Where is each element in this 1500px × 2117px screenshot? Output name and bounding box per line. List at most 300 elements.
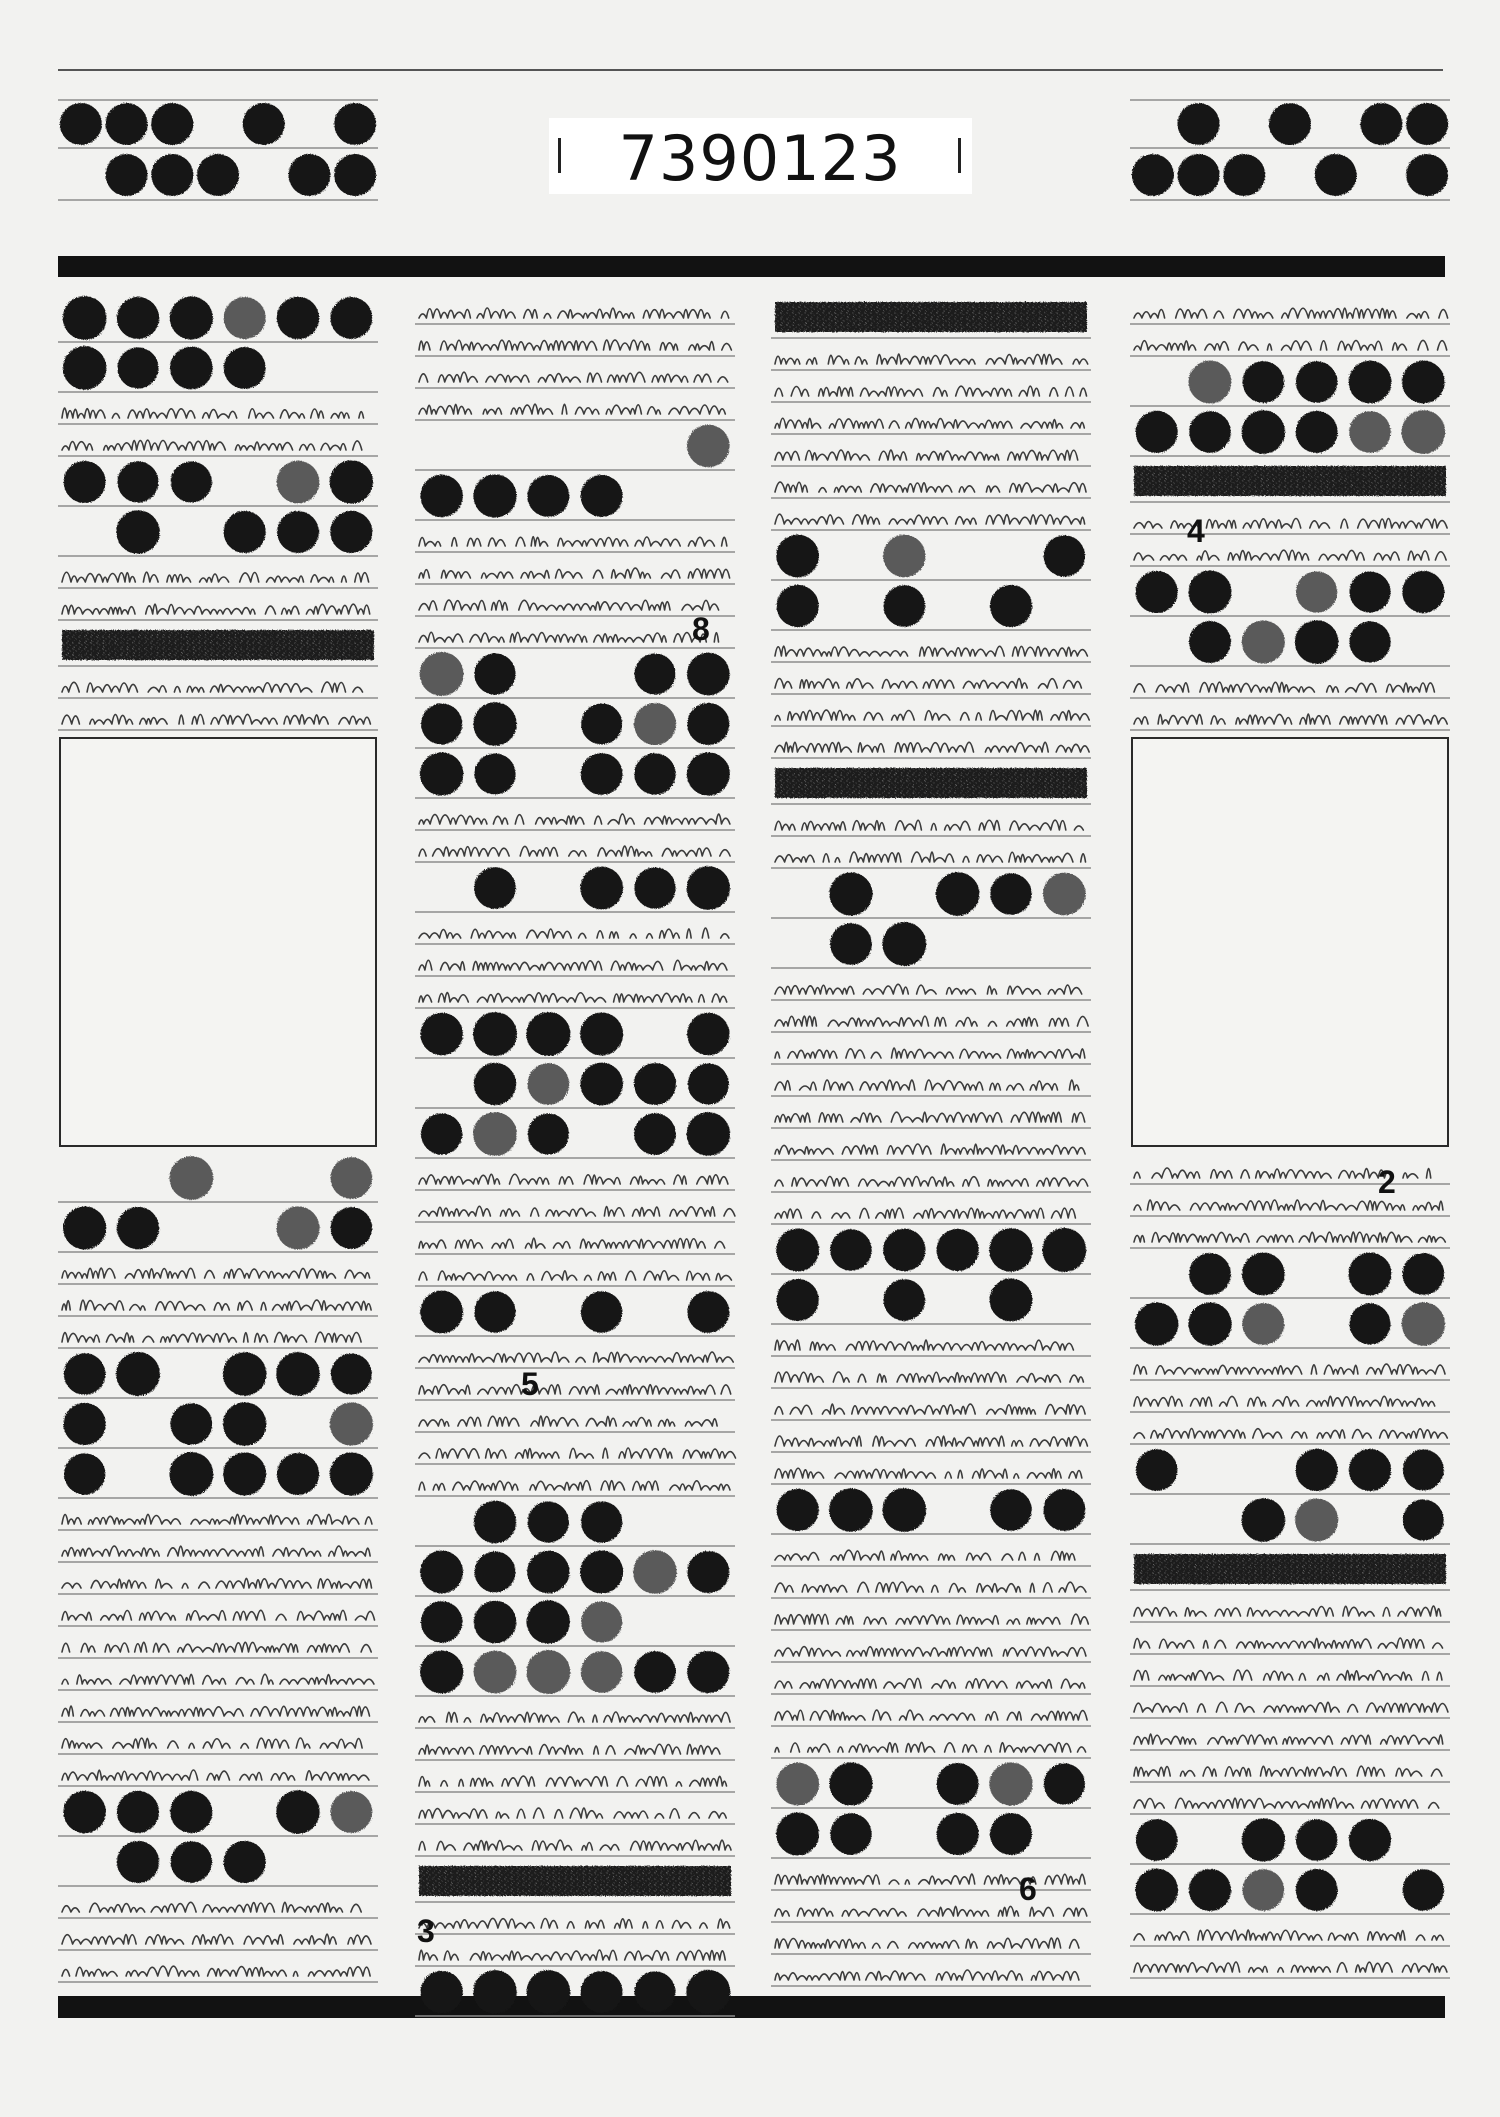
code-label-tick-left [558, 138, 561, 173]
dot [687, 1651, 729, 1693]
dot [330, 1402, 373, 1445]
dot [117, 1791, 159, 1833]
handwritten-line [775, 1678, 1085, 1688]
dot [330, 1452, 373, 1495]
dot [1349, 621, 1390, 662]
dot [1403, 1499, 1444, 1540]
dot [1242, 620, 1285, 663]
code-label-text: 7390123 [618, 122, 902, 195]
dot [63, 1206, 106, 1249]
dot [527, 1063, 569, 1105]
dot [474, 653, 515, 694]
dot [527, 475, 569, 517]
dot [1178, 154, 1220, 196]
handwritten-line [775, 1550, 1086, 1560]
dot [527, 1600, 570, 1643]
handwritten-line [775, 710, 1089, 720]
dot [1243, 1869, 1285, 1911]
dot [687, 1112, 731, 1156]
dot [634, 703, 676, 745]
dot [777, 585, 819, 627]
dot [64, 1353, 106, 1395]
dot [277, 297, 320, 340]
dot [420, 1971, 462, 2013]
handwritten-line [775, 1048, 1085, 1058]
dot [106, 154, 148, 196]
dot [634, 1063, 676, 1105]
smudge-bar [1134, 466, 1446, 496]
empty-frame [60, 738, 376, 1146]
dot [1135, 1302, 1178, 1345]
dot [420, 752, 463, 795]
smudge-bar [775, 302, 1087, 332]
handwritten-line [775, 742, 1089, 752]
dot [990, 585, 1032, 627]
dot [1242, 1303, 1284, 1345]
dot [1403, 1449, 1444, 1490]
dot [1402, 1253, 1444, 1295]
dot [474, 1501, 516, 1543]
dot [581, 1291, 622, 1332]
dot [474, 1291, 515, 1332]
dot [776, 1813, 819, 1856]
handwritten-line [775, 450, 1085, 460]
dot [151, 103, 193, 145]
handwritten-line [1134, 1396, 1442, 1406]
dot [421, 703, 462, 744]
dot [1402, 571, 1444, 613]
dot [1189, 411, 1231, 453]
dot [1242, 1498, 1286, 1542]
dot [473, 474, 516, 517]
dot [330, 511, 372, 553]
header-dot-block-left [58, 100, 378, 200]
dot [277, 1453, 319, 1495]
handwritten-line [419, 372, 728, 382]
dot [116, 1352, 160, 1396]
dot [474, 753, 515, 794]
dot [580, 1013, 623, 1056]
dot [170, 296, 213, 339]
dot [1296, 411, 1338, 453]
dot [1349, 1819, 1391, 1861]
handwritten-line [62, 1610, 375, 1620]
dot [1042, 1228, 1086, 1272]
handwritten-line [419, 1950, 725, 1960]
dot [170, 347, 213, 390]
handwritten-line [62, 1514, 372, 1524]
handwritten-line [419, 846, 730, 856]
handwritten-line [62, 682, 374, 692]
handwritten-line [419, 960, 727, 970]
handwritten-line [1134, 308, 1455, 318]
dot [526, 1012, 570, 1056]
dot [421, 1113, 462, 1154]
handwritten-line [1134, 1232, 1445, 1242]
dot [474, 1601, 517, 1644]
dot [151, 154, 193, 196]
dot [170, 1403, 212, 1445]
smudge-bar [419, 1866, 731, 1896]
dot [1188, 570, 1231, 613]
handwritten-line [419, 632, 728, 642]
handwritten-line [775, 386, 1087, 396]
handwritten-line [419, 1918, 737, 1928]
dot [1242, 410, 1285, 453]
bottom-thick-bar [58, 1996, 1445, 2018]
dot [117, 347, 158, 388]
column-1 [58, 296, 379, 1982]
dot [474, 867, 516, 909]
dot [334, 154, 376, 196]
dot [117, 1841, 159, 1883]
dot [526, 1970, 570, 2014]
handwritten-line [775, 1016, 1088, 1026]
dot [223, 1352, 267, 1396]
dot [580, 1550, 623, 1593]
dot [473, 702, 516, 745]
dot [830, 1229, 872, 1271]
handwritten-line [419, 404, 725, 414]
dot [634, 1971, 675, 2012]
handwritten-line [775, 1647, 1086, 1656]
dot [64, 461, 106, 503]
handwritten-line [62, 572, 369, 582]
margin-number-3: 3 [417, 1913, 435, 1949]
dot [1136, 1819, 1178, 1861]
dot [170, 1791, 212, 1833]
dot [473, 1970, 517, 2014]
dot [288, 154, 330, 196]
handwritten-line [775, 1372, 1083, 1382]
dot [1136, 411, 1178, 453]
handwritten-line [775, 1144, 1095, 1154]
dot [634, 753, 675, 794]
handwritten-line [62, 1546, 370, 1556]
dot [634, 1113, 676, 1155]
dot [581, 753, 623, 795]
dot [169, 1452, 213, 1496]
margin-number-8: 8 [692, 611, 710, 647]
handwritten-line [775, 1436, 1087, 1446]
handwritten-line [775, 679, 1081, 688]
handwritten-line [775, 820, 1083, 830]
dot [334, 103, 376, 145]
dot [777, 1489, 819, 1531]
dot [474, 1063, 516, 1105]
dot [776, 535, 819, 578]
dot [580, 1063, 623, 1106]
handwritten-line [1134, 1670, 1442, 1680]
dot [581, 1651, 622, 1692]
dot [777, 1279, 819, 1321]
dot [331, 1157, 373, 1199]
dot [1296, 1449, 1338, 1491]
handwritten-line [62, 1578, 371, 1588]
handwritten-line [775, 1938, 1090, 1948]
dot [688, 1063, 729, 1104]
dot [527, 1551, 569, 1593]
dot [634, 867, 675, 908]
dot [1223, 154, 1265, 196]
dot [63, 346, 107, 390]
handwritten-line [419, 537, 738, 546]
dot [883, 585, 925, 627]
handwritten-line [62, 1770, 369, 1780]
dot [989, 1762, 1032, 1805]
dot [687, 1013, 729, 1055]
dot [882, 1488, 926, 1532]
dot [1189, 621, 1231, 663]
handwritten-line [419, 1271, 731, 1280]
dot [1269, 103, 1311, 145]
handwritten-line [1134, 1766, 1450, 1776]
handwritten-line [62, 1738, 371, 1748]
dot [937, 1763, 979, 1805]
dot [1189, 1869, 1231, 1911]
handwritten-line [775, 1710, 1096, 1720]
smudge-bar [62, 630, 374, 660]
dot [528, 1501, 569, 1542]
dot [581, 1501, 622, 1542]
handwritten-line [1134, 1638, 1443, 1648]
dot [420, 1013, 463, 1056]
dot [581, 703, 622, 744]
dot [331, 1353, 372, 1394]
dot [420, 1291, 463, 1334]
handwritten-line [419, 814, 730, 824]
dot [1043, 1489, 1085, 1531]
handwritten-line [62, 1642, 371, 1652]
dot [776, 1229, 819, 1272]
dot [1295, 620, 1339, 664]
handwritten-line [775, 1614, 1088, 1624]
dot [989, 1228, 1033, 1272]
dot [420, 652, 464, 696]
handwritten-line [1134, 340, 1447, 350]
code-label-tick-right [958, 138, 961, 173]
dot [1132, 154, 1174, 196]
handwritten-line [1134, 1364, 1445, 1374]
handwritten-line [419, 1385, 740, 1395]
handwritten-line [775, 1080, 1089, 1090]
dot [1349, 571, 1390, 612]
dot [1315, 154, 1357, 196]
dot [106, 103, 148, 145]
dot [882, 922, 926, 966]
dot [1296, 361, 1338, 403]
dot [1242, 1818, 1285, 1861]
handwritten-line [775, 418, 1084, 428]
column-2 [415, 308, 744, 2016]
handwritten-line [419, 1448, 744, 1458]
header-dot-block-right [1130, 100, 1450, 200]
handwritten-line [419, 1744, 731, 1754]
dot [990, 1279, 1033, 1322]
handwritten-line [62, 1966, 370, 1976]
handwritten-line [62, 408, 372, 418]
dot [883, 1229, 925, 1271]
dot [686, 1970, 730, 2014]
dot [171, 461, 212, 502]
dot [634, 1651, 676, 1693]
dot [937, 1813, 979, 1855]
margin-number-5: 5 [521, 1366, 539, 1402]
handwritten-line [1134, 682, 1442, 692]
margin-number-2: 2 [1378, 1164, 1396, 1200]
dot [1296, 1869, 1338, 1911]
dot [117, 461, 158, 502]
handwritten-line [62, 604, 370, 614]
dot [1349, 361, 1392, 404]
dot [1402, 1302, 1445, 1345]
dot [1406, 154, 1448, 196]
dot [277, 461, 320, 504]
dot [687, 1291, 729, 1333]
dot [276, 1352, 320, 1396]
dot [581, 1601, 622, 1642]
dot [277, 511, 319, 553]
handwritten-line [1134, 1734, 1443, 1744]
dot [883, 535, 925, 577]
dot [60, 103, 102, 145]
dot [473, 1012, 517, 1056]
dot [1178, 103, 1220, 145]
handwritten-line [419, 600, 728, 610]
dot [420, 475, 462, 517]
dot [1406, 103, 1448, 145]
handwritten-line [775, 1970, 1088, 1980]
empty-frame [1132, 738, 1448, 1146]
handwritten-line [419, 1174, 728, 1184]
dot [1136, 571, 1178, 613]
dot [526, 1650, 570, 1694]
dot [224, 511, 266, 553]
dot [936, 872, 980, 916]
dot [634, 653, 675, 694]
handwritten-line [62, 1268, 379, 1278]
handwritten-line [775, 1112, 1085, 1122]
handwritten-line [775, 1340, 1085, 1350]
dot [116, 510, 160, 554]
handwritten-line [419, 1840, 731, 1850]
handwritten-line [419, 1712, 730, 1722]
handwritten-line [775, 852, 1096, 862]
dot [776, 1763, 819, 1806]
handwritten-line [62, 440, 371, 450]
dot [1348, 1252, 1391, 1295]
handwritten-line [1134, 1606, 1441, 1616]
handwritten-line [419, 928, 729, 938]
dot [63, 296, 107, 340]
dot [633, 1550, 677, 1594]
dot [829, 1762, 872, 1805]
top-thick-bar [58, 256, 1445, 277]
handwritten-line [419, 568, 740, 578]
margin-number-4: 4 [1187, 513, 1205, 549]
handwritten-line [775, 514, 1085, 524]
handwritten-line [62, 1902, 368, 1912]
handwritten-line [775, 1874, 1085, 1884]
dot [1242, 1253, 1285, 1296]
handwritten-line [775, 482, 1086, 492]
dot [687, 752, 730, 795]
dot [1136, 1449, 1178, 1491]
dot [528, 1113, 569, 1154]
handwritten-line [775, 354, 1088, 364]
dot [936, 1229, 978, 1271]
dot [990, 873, 1032, 915]
dot [829, 872, 872, 915]
dot [64, 1453, 105, 1494]
handwritten-line [419, 1808, 726, 1818]
dot [276, 1790, 319, 1833]
dot [830, 923, 872, 965]
handwritten-line [62, 1706, 370, 1716]
handwritten-line [419, 1776, 727, 1786]
dot [884, 1279, 926, 1321]
dot [117, 1207, 159, 1249]
dot [1360, 103, 1402, 145]
column-3 [771, 302, 1098, 1986]
dot [420, 1551, 463, 1594]
handwritten-line [1134, 519, 1447, 529]
handwritten-line [419, 308, 729, 318]
handwritten-line [62, 714, 370, 724]
handwritten-line [419, 1416, 727, 1426]
dot [1349, 1303, 1390, 1344]
dot [990, 1813, 1032, 1855]
dot [687, 425, 730, 468]
handwritten-line [775, 1582, 1098, 1592]
dot [1295, 1498, 1338, 1541]
dot [224, 297, 266, 339]
code-label [549, 118, 972, 195]
handwritten-line [62, 1674, 374, 1684]
smudge-bar [775, 768, 1087, 798]
dot [1349, 411, 1391, 453]
handwritten-line [419, 993, 736, 1002]
handwritten-line [62, 1934, 371, 1944]
margin-number-6: 6 [1019, 1871, 1037, 1907]
dot [170, 1156, 214, 1200]
dot [243, 103, 285, 145]
handwritten-line [775, 984, 1082, 994]
dot [1349, 1449, 1391, 1491]
dot [1044, 1763, 1085, 1804]
handwritten-line [775, 1906, 1087, 1916]
dot [581, 1971, 623, 2013]
dot [330, 297, 372, 339]
dot [117, 297, 159, 339]
handwritten-line [1134, 1798, 1449, 1808]
handwritten-line [1134, 714, 1456, 724]
dot [1403, 1869, 1444, 1910]
dot [830, 1813, 871, 1854]
handwritten-line [775, 1208, 1083, 1218]
handwritten-line [419, 1481, 730, 1490]
dot [420, 1650, 463, 1693]
handwritten-line [419, 1238, 734, 1248]
handwritten-line [419, 340, 731, 350]
dot [1401, 410, 1445, 454]
handwritten-line [62, 1332, 372, 1342]
handwritten-line [1134, 1200, 1452, 1210]
dot [1402, 361, 1445, 404]
column-4 [1130, 308, 1456, 1978]
handwritten-line [1134, 1930, 1443, 1940]
handwritten-line [419, 1206, 735, 1216]
